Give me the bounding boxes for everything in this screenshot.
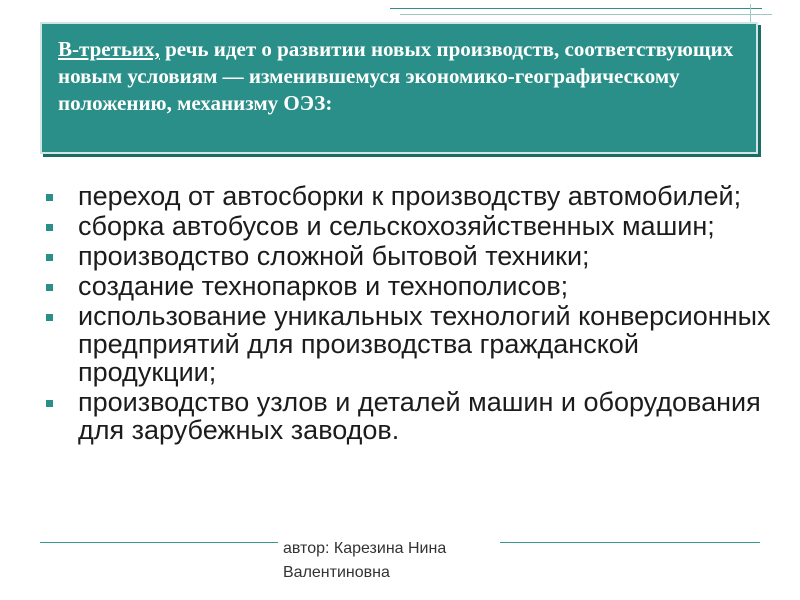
square-bullet-icon: [46, 314, 53, 321]
bullet-list: [40, 182, 780, 446]
footer-divider-left: [40, 542, 278, 543]
square-bullet-icon: [46, 194, 53, 201]
list-item: [40, 388, 780, 444]
list-item: [40, 272, 780, 300]
list-item-text: сборка автобусов и сельскохозяйственных машин;: [78, 211, 715, 241]
square-bullet-icon: [46, 224, 53, 231]
decorative-line-vertical: [750, 4, 751, 24]
title-lead-text: В-третьих,: [58, 37, 160, 61]
list-item: [40, 302, 780, 386]
list-item-text: переход от автосборки к производству автомобилей;: [78, 181, 742, 211]
square-bullet-icon: [46, 284, 53, 291]
decorative-line-top-secondary: [400, 14, 772, 15]
list-item-text: производство сложной бытовой техники;: [78, 241, 590, 271]
list-item: [40, 212, 780, 240]
decorative-line-top: [390, 8, 762, 9]
footer-divider-right: [500, 542, 760, 543]
list-item-text: создание технопарков и технополисов;: [78, 271, 569, 301]
square-bullet-icon: [46, 400, 53, 407]
list-item-text: производство узлов и деталей машин и оборудования для зарубежных заводов.: [78, 387, 761, 445]
title-body-text: речь идет о развитии новых производств, соответствующих новым условиям — изменившемуся экономико-географическому положению, механизму ОЭЗ:: [58, 37, 734, 115]
list-item-text: использование уникальных технологий конверсионных предприятий для производства гражданской продукции;: [78, 301, 771, 387]
list-item: [40, 182, 780, 210]
list-item: [40, 242, 780, 270]
footer-author: автор: Карезина Нина Валентиновна: [283, 540, 447, 581]
square-bullet-icon: [46, 254, 53, 261]
slide-title-box: [40, 22, 758, 154]
